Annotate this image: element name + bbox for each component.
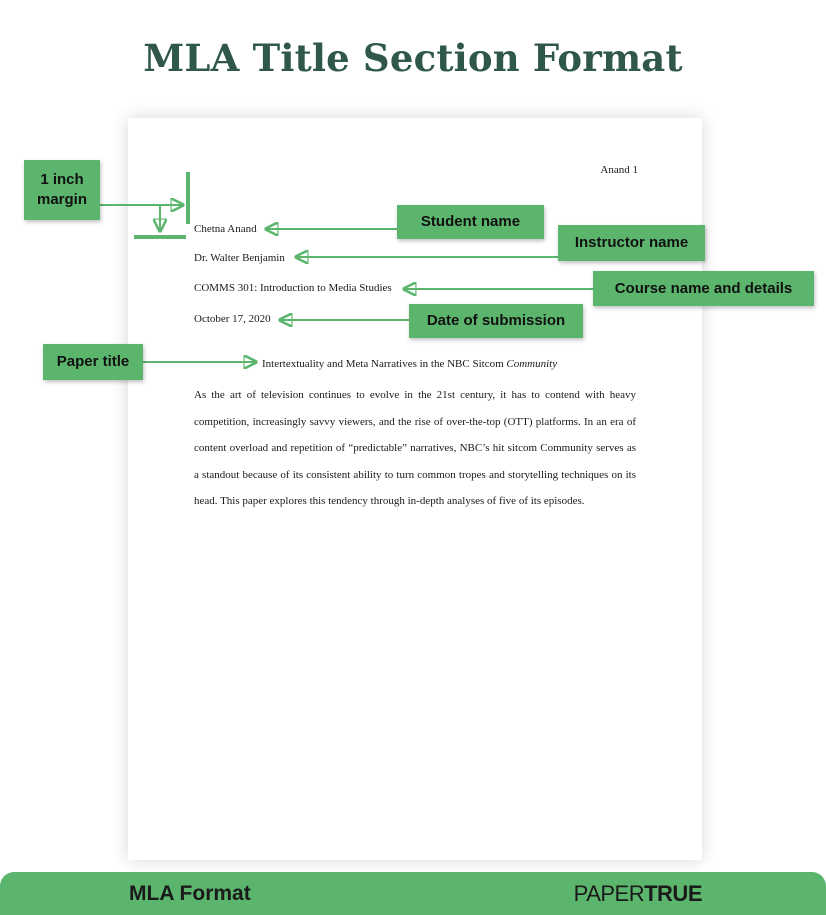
date-of-submission-label: Date of submission: [409, 304, 583, 338]
student-name-text: Chetna Anand: [194, 223, 257, 235]
one-inch-margin-label: [24, 160, 100, 220]
date-text: October 17, 2020: [194, 313, 271, 325]
page-number: Anand 1: [600, 164, 638, 176]
course-text: COMMS 301: Introduction to Media Studies: [194, 282, 392, 294]
margin-label-line1: 1 inch: [40, 171, 84, 188]
margin-label-line2: margin: [36, 191, 87, 208]
paper-title-main: Intertextuality and Meta Narratives in the NBC Sitcom: [262, 358, 507, 370]
margin-vertical-bar: [186, 172, 190, 224]
instructor-name-text: Dr. Walter Benjamin: [194, 252, 285, 264]
brand-part2: TRUE: [644, 881, 702, 906]
paper-title-label: Paper title: [43, 344, 143, 380]
student-name-label: Student name: [397, 205, 544, 239]
brand-part1: PAPER: [573, 881, 645, 906]
body-paragraph: As the art of television continues to evolve in the 21st century, it has to contend with heavy competition, increasingly savvy viewers, and the rise of over-the-top (OTT) platforms. In an era of content overload and repetition of “predictable” narratives, NBC’s hit sitcom Community serves as a standout because of its consistent ability to turn common tropes and storytelling techniques on its head. This paper explores this tendency through in-depth analyses of five of its episodes.: [194, 389, 636, 507]
footer-label: MLA Format: [129, 882, 251, 905]
margin-horizontal-bar: [134, 235, 186, 239]
page-title: MLA Title Section Format: [143, 36, 683, 80]
instructor-name-label: Instructor name: [558, 225, 705, 261]
brand-logo: [574, 881, 702, 907]
course-details-label: Course name and details: [593, 271, 814, 306]
paper-title-italic: Community: [506, 358, 558, 370]
footer-bar: [0, 872, 826, 915]
